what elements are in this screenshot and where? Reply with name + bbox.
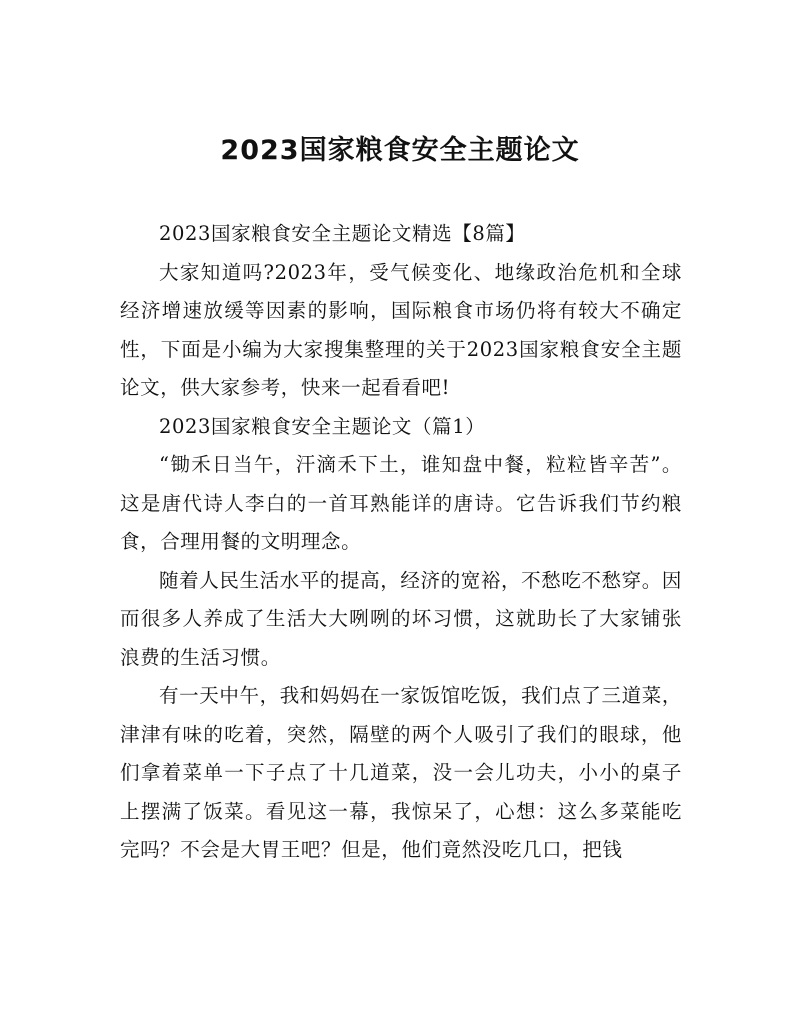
living-standard-paragraph: 随着人民生活水平的提高，经济的宽裕，不愁吃不愁穿。因而很多人养成了生活大大咧咧的坏习惯，这就助长了大家铺张浪费的生活习惯。	[120, 568, 682, 669]
intro-paragraph: 大家知道吗?2023年，受气候变化、地缘政治危机和全球经济增速放缓等因素的影响，国际粮食市场仍将有较大不确定性，下面是小编为大家搜集整理的关于2023国家粮食安全主题论文，供大家参考，快来一起看看吧!	[120, 260, 682, 399]
document-body	[120, 215, 682, 870]
poem-paragraph: “锄禾日当午，汗滴禾下土，谁知盘中餐，粒粒皆辛苦”。这是唐代诗人李白的一首耳熟能详的唐诗。它告诉我们节约粮食，合理用餐的文明理念。	[120, 453, 682, 553]
document-title: 2023国家粮食安全主题论文	[220, 135, 580, 166]
section-heading-paragraph: 2023国家粮食安全主题论文（篇1）	[159, 414, 486, 438]
subtitle-paragraph: 2023国家粮食安全主题论文精选【8篇】	[159, 222, 526, 245]
restaurant-story-paragraph: 有一天中午，我和妈妈在一家饭馆吃饭，我们点了三道菜，津津有味的吃着，突然，隔壁的两个人吸引了我们的眼球，他们拿着菜单一下子点了十几道菜，没一会儿功夫，小小的桌子上摆满了饭菜。看见这一幕，我惊呆了，心想：这么多菜能吃完吗？不会是大胃王吧？但是，他们竟然没吃几口，把钱	[120, 684, 682, 861]
